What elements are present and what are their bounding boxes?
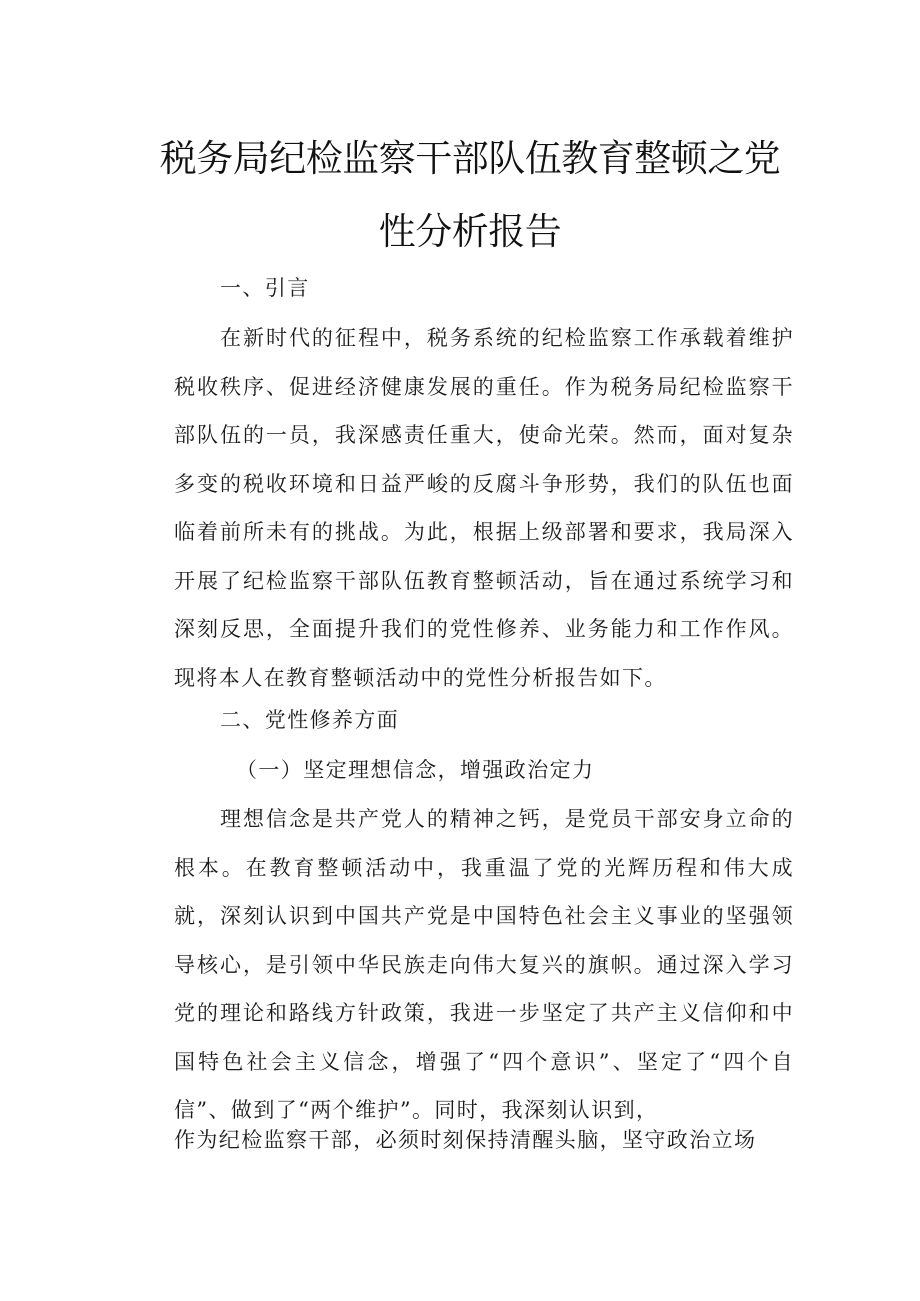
trailing-text-line: 作为纪检监察干部，必须时刻保持清醒头脑，坚守政治立场 <box>174 1128 757 1152</box>
section-heading-party-cultivation: 二、党性修养方面 <box>220 708 400 732</box>
ideals-paragraph: 理想信念是共产党人的精神之钙，是党员干部安身立命的根本。在教育整顿活动中，我重温了党的光辉历程和伟大成就，深刻认识到中国共产党是中国特色社会主义事业的坚强领导核心，是引领中华民族走向伟大复兴的旗帜。通过深入学习党的理论和路线方针政策，我进一步坚定了共产主义信仰和中国特色社会主义信念，增强了“四个意识”、坚定了“四个自信”、做到了“两个维护”。同时，我深刻认识到， <box>174 807 794 1122</box>
document-title-line1: 税务局纪检监察干部队伍教育整顿之党 <box>159 137 781 180</box>
document-title-line2: 性分析报告 <box>378 210 562 253</box>
introduction-paragraph: 在新时代的征程中，税务系统的纪检监察工作承载着维护税收秩序、促进经济健康发展的重任。作为税务局纪检监察干部队伍的一员，我深感责任重大，使命光荣。然而，面对复杂多变的税收环境和日益严峻的反腐斗争形势，我们的队伍也面临着前所未有的挑战。为此，根据上级部署和要求，我局深入开展了纪检监察干部队伍教育整顿活动，旨在通过系统学习和深刻反思，全面提升我们的党性修养、业务能力和工作作风。现将本人在教育整顿活动中的党性分析报告如下。 <box>174 326 794 690</box>
subsection-heading-ideals: （一）坚定理想信念，增强政治定力 <box>236 758 595 782</box>
section-heading-introduction: 一、引言 <box>220 276 310 300</box>
